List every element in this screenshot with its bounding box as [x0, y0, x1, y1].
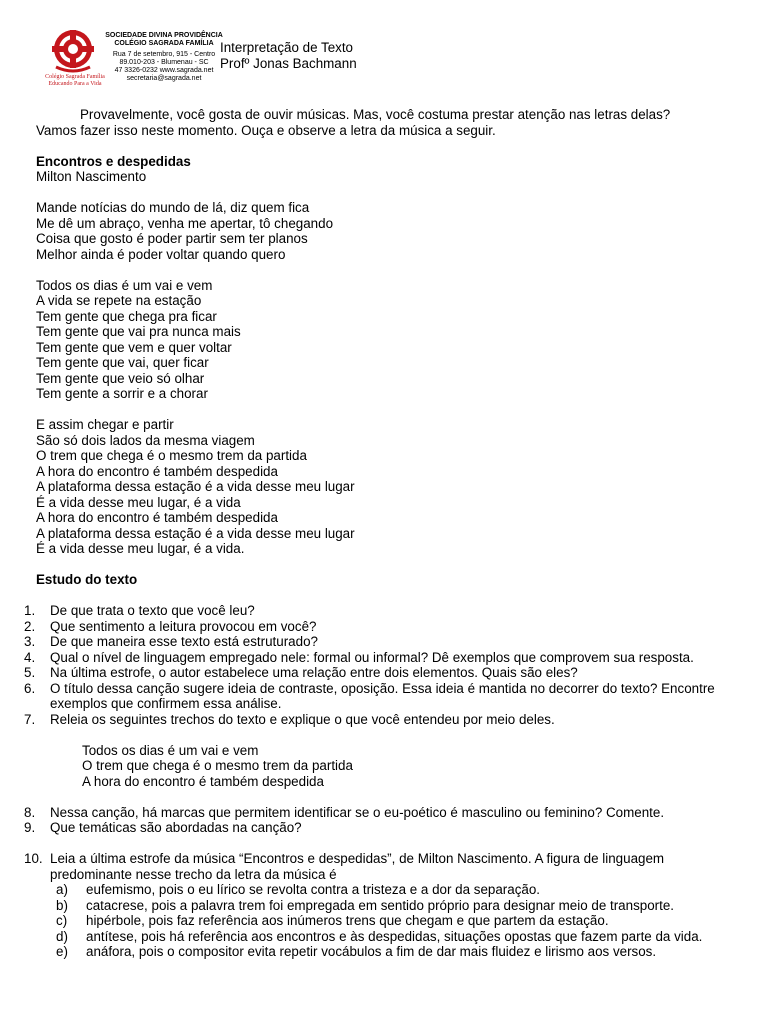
- option-letter: d): [56, 928, 68, 944]
- question-item: [24, 711, 736, 728]
- verse-line: A plataforma dessa estação é a vida desse meu lugar: [36, 479, 355, 494]
- document-body: [24, 107, 736, 960]
- answer-option: [36, 929, 736, 945]
- answer-option: [36, 913, 736, 929]
- song-stanza-3: [36, 417, 736, 557]
- document-title: [220, 40, 357, 71]
- verse-line: Tem gente que vai, quer ficar: [36, 355, 209, 370]
- option-text: hipérbole, pois faz referência aos inúmeros trens que chegam e que partem da estação.: [86, 913, 609, 928]
- question-number: 8.: [24, 804, 36, 820]
- song-stanza-1: [36, 200, 736, 262]
- verse-line: Tem gente a sorrir e a chorar: [36, 386, 208, 401]
- intro-line-2: Vamos fazer isso neste momento. Ouça e observe a letra da música a seguir.: [36, 122, 496, 138]
- school-society: SOCIEDADE DIVINA PROVIDÊNCIA: [105, 32, 223, 39]
- question-number: 3.: [24, 634, 36, 649]
- verse-line: Tem gente que veio só olhar: [36, 370, 205, 386]
- verse-line: Melhor ainda é poder voltar quando quero: [36, 246, 286, 262]
- question-number: 6.: [24, 680, 36, 696]
- question-list-a: [24, 603, 736, 727]
- question-text: Nessa canção, há marcas que permitem identificar se o eu-poético é masculino ou feminino? Comente.: [50, 804, 665, 820]
- question-number: 5.: [24, 665, 36, 680]
- verse-line: É a vida desse meu lugar, é a vida.: [36, 541, 245, 556]
- question-number: 1.: [24, 603, 36, 618]
- verse-line: Tem gente que vai pra nunca mais: [36, 324, 241, 339]
- verse-line: Mande notícias do mundo de lá, diz quem fica: [36, 200, 310, 215]
- option-letter: b): [56, 897, 68, 913]
- song-author: Milton Nascimento: [36, 169, 147, 184]
- verse-line: Me dê um abraço, venha me apertar, tô chegando: [36, 215, 334, 231]
- quoted-excerpt: [36, 743, 736, 790]
- logo-caption-name: Colégio Sagrada Família: [45, 74, 105, 80]
- question-text: Na última estrofe, o autor estabelece uma relação entre dois elementos. Quais são eles?: [50, 665, 578, 680]
- song-stanza-2: [36, 278, 736, 402]
- question-text: O título dessa canção sugere ideia de contraste, oposição. Essa ideia é mantida no decorrer do texto? Encontre exemplos que confirmem essa análise.: [50, 680, 715, 711]
- verse-line: A plataforma dessa estação é a vida desse meu lugar: [36, 525, 355, 541]
- option-text: anáfora, pois o compositor evita repetir vocábulos a fim de dar mais fluidez e lirismo aos versos.: [86, 944, 657, 959]
- question-text: Que temáticas são abordadas na canção?: [50, 820, 302, 835]
- quote-line: Todos os dias é um vai e vem: [82, 742, 259, 758]
- question-item: [24, 665, 736, 681]
- verse-line: É a vida desse meu lugar, é a vida: [36, 494, 241, 510]
- page-title: Interpretação de Texto: [220, 40, 354, 55]
- question-number: 4.: [24, 649, 36, 665]
- question-list-b: [24, 804, 736, 836]
- question-item: [24, 804, 736, 821]
- verse-line: A hora do encontro é também despedida: [36, 463, 278, 479]
- question-text: Releia os seguintes trechos do texto e explique o que você entendeu por meio deles.: [50, 711, 555, 727]
- question-item: [24, 680, 736, 712]
- option-text: catacrese, pois a palavra trem foi empregada em sentido próprio para designar meio de transporte.: [86, 897, 675, 913]
- verse-line: Tem gente que chega pra ficar: [36, 308, 217, 324]
- song-title: Encontros e despedidas: [36, 153, 191, 169]
- answer-option: [36, 944, 736, 960]
- school-info: [104, 32, 224, 83]
- question-item: [24, 618, 736, 635]
- logo-caption-motto: Educando Para a Vida: [48, 81, 102, 87]
- option-text: eufemismo, pois o eu lírico se revolta contra a tristeza e a dor da separação.: [86, 882, 541, 897]
- question-item: [24, 820, 736, 836]
- quote-line: A hora do encontro é também despedida: [82, 773, 324, 789]
- question-text: Que sentimento a leitura provocou em você?: [50, 618, 317, 634]
- intro-line-1: Provavelmente, você gosta de ouvir músicas. Mas, você costuma prestar atenção nas letras delas?: [80, 107, 671, 122]
- option-letter: a): [56, 882, 68, 897]
- school-phone: 47 3326-0232 www.sagrada.net: [114, 67, 214, 74]
- question-item-10: [24, 851, 736, 882]
- verse-line: São só dois lados da mesma viagem: [36, 432, 255, 448]
- school-email: secretaria@sagrada.net: [126, 75, 202, 82]
- question-text: Qual o nível de linguagem empregado nele: formal ou informal? Dê exemplos que comprovem sua resposta.: [50, 649, 694, 665]
- logo-caption: [36, 74, 114, 88]
- option-letter: e): [56, 944, 68, 959]
- question-text: Leia a última estrofe da música “Encontros e despedidas”, de Milton Nascimento. A figura de linguagem predominante nesse trecho da letra da música é: [50, 851, 665, 882]
- answer-option: [36, 882, 736, 898]
- document-header: [44, 27, 744, 93]
- question-text: De que maneira esse texto está estruturado?: [50, 634, 318, 649]
- answer-option: [36, 898, 736, 914]
- question-number: 7.: [24, 711, 36, 727]
- study-heading: Estudo do texto: [36, 572, 138, 587]
- question-item: [24, 634, 736, 650]
- option-text: antítese, pois há referência aos encontros e às despedidas, situações opostas que fazem parte da vida.: [86, 928, 703, 944]
- verse-line: E assim chegar e partir: [36, 417, 174, 432]
- option-letter: c): [56, 913, 68, 928]
- verse-line: Todos os dias é um vai e vem: [36, 277, 213, 293]
- school-name: COLÉGIO SAGRADA FAMÍLIA: [114, 40, 214, 47]
- school-address: Rua 7 de setembro, 915 - Centro: [112, 51, 216, 58]
- verse-line: A vida se repete na estação: [36, 293, 202, 308]
- teacher-name: Profº Jonas Bachmann: [220, 55, 357, 71]
- verse-line: A hora do encontro é também despedida: [36, 510, 278, 525]
- question-item: [24, 603, 736, 619]
- quote-line: O trem que chega é o mesmo trem da partida: [82, 758, 353, 773]
- verse-line: Tem gente que vem e quer voltar: [36, 339, 232, 355]
- school-logo: [44, 27, 105, 91]
- verse-line: O trem que chega é o mesmo trem da partida: [36, 448, 307, 463]
- question-number: 10.: [24, 851, 43, 866]
- verse-line: Coisa que gosto é poder partir sem ter planos: [36, 231, 308, 246]
- school-crest-icon: [44, 27, 102, 75]
- answer-options: [36, 882, 736, 960]
- question-number: 9.: [24, 820, 36, 835]
- school-city: 89.010-203 - Blumenau - SC: [119, 59, 209, 66]
- question-number: 2.: [24, 618, 36, 634]
- question-text: De que trata o texto que você leu?: [50, 603, 255, 618]
- question-item: [24, 649, 736, 666]
